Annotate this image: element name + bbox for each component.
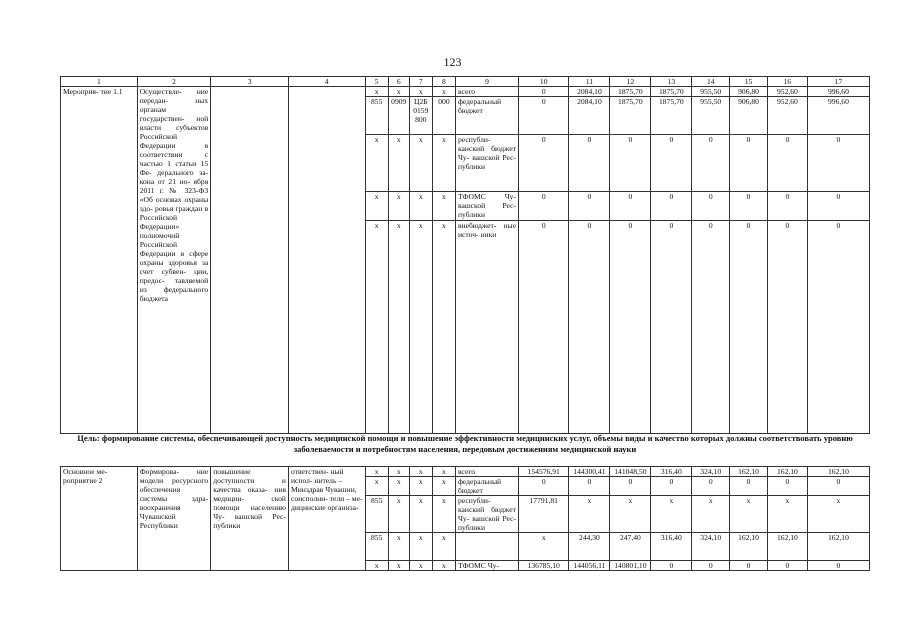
value-cell: 906,80 — [730, 97, 768, 135]
value-cell: 162,10 — [730, 533, 768, 561]
value-cell: 952,60 — [767, 97, 807, 135]
code-cell: x — [388, 477, 409, 496]
funding-source-cell: ТФОМС Чу- — [455, 561, 518, 571]
event-description-cell: Осуществле- ние передан- ных органам государствен- ной власти субъектов Российской Федерации в соответствии с частью 1 статьи 15 Фе- дерального за- кона от 21 но- ября 2011 г. № 323-ФЗ «Об основах охраны здо- ровья граждан в Российской Федерации» полномочий Российской Федерации в сфере охраны здоровья за счет субвен- ции, предос- тавляемой из федерального бюджета — [137, 87, 211, 434]
value-cell: 0 — [807, 220, 869, 433]
executor-cell — [288, 87, 365, 434]
value-cell: 0 — [519, 477, 569, 496]
funding-source-cell: республи- канский бюджет Чу- вашской Рес- публики — [455, 135, 518, 192]
funding-source-cell: всего — [455, 467, 518, 477]
code-cell: x — [365, 561, 388, 571]
code-cell: x — [432, 135, 455, 192]
code-cell: x — [409, 533, 432, 561]
column-header: 16 — [767, 77, 807, 87]
code-cell: x — [432, 220, 455, 433]
column-header: 14 — [692, 77, 730, 87]
code-cell: x — [365, 87, 388, 97]
value-cell: 244,30 — [569, 533, 610, 561]
value-cell: 0 — [730, 477, 768, 496]
column-header: 15 — [730, 77, 768, 87]
code-cell: x — [432, 87, 455, 97]
event-code-cell: Основное ме- роприятие 2 — [61, 467, 138, 571]
value-cell: 324,10 — [692, 533, 730, 561]
value-cell: 0 — [519, 87, 569, 97]
value-cell: x — [610, 496, 651, 533]
value-cell: 1875,70 — [651, 97, 692, 135]
column-header: 11 — [569, 77, 610, 87]
column-header: 2 — [137, 77, 211, 87]
value-cell: x — [519, 533, 569, 561]
value-cell: 162,10 — [767, 467, 807, 477]
code-cell: x — [365, 477, 388, 496]
code-cell: x — [409, 496, 432, 533]
code-cell: x — [432, 561, 455, 571]
value-cell: 0 — [730, 135, 768, 192]
value-cell: x — [730, 496, 768, 533]
code-cell: x — [388, 561, 409, 571]
column-header: 1 — [61, 77, 138, 87]
value-cell: 0 — [807, 477, 869, 496]
value-cell: 955,50 — [692, 87, 730, 97]
value-cell: 0 — [519, 220, 569, 433]
code-cell: 855 — [365, 533, 388, 561]
funding-source-cell — [455, 533, 518, 561]
code-cell: x — [388, 87, 409, 97]
funding-source-cell: внебюджет- ные источ- ники — [455, 220, 518, 433]
value-cell: 0 — [569, 477, 610, 496]
event-description-cell: Формирова- ние модели ресурсного обеспечения системы здра- воохранения Чувашской Республики — [137, 467, 211, 571]
value-cell: 0 — [692, 220, 730, 433]
value-cell: 0 — [569, 192, 610, 221]
value-cell: 0 — [610, 477, 651, 496]
column-header: 9 — [455, 77, 518, 87]
value-cell: 0 — [651, 561, 692, 571]
funding-source-cell: всего — [455, 87, 518, 97]
value-cell: 0 — [651, 135, 692, 192]
code-cell: x — [432, 467, 455, 477]
column-header: 5 — [365, 77, 388, 87]
value-cell: 140801,10 — [610, 561, 651, 571]
code-cell: x — [409, 467, 432, 477]
column-header: 12 — [610, 77, 651, 87]
code-cell: 855 — [365, 496, 388, 533]
value-cell: 0 — [651, 220, 692, 433]
code-cell: x — [432, 496, 455, 533]
page-number: 123 — [443, 55, 462, 69]
funding-source-cell: федеральный бюджет — [455, 477, 518, 496]
code-cell: x — [409, 561, 432, 571]
value-cell: 154576,91 — [519, 467, 569, 477]
value-cell: 952,60 — [767, 87, 807, 97]
code-cell: x — [388, 496, 409, 533]
value-cell: 0 — [651, 477, 692, 496]
value-cell: 162,10 — [767, 533, 807, 561]
code-cell: x — [432, 192, 455, 221]
value-cell: 0 — [610, 220, 651, 433]
value-cell: 0 — [767, 561, 807, 571]
budget-table-bottom — [60, 466, 870, 571]
value-cell: x — [692, 496, 730, 533]
column-header: 7 — [409, 77, 432, 87]
value-cell: 0 — [730, 220, 768, 433]
code-cell: x — [388, 533, 409, 561]
value-cell: 0 — [807, 192, 869, 221]
code-cell: x — [388, 192, 409, 221]
column-header: 8 — [432, 77, 455, 87]
value-cell: 0 — [730, 561, 768, 571]
budget-table-top — [60, 76, 870, 434]
value-cell: 141048,50 — [610, 467, 651, 477]
value-cell: 144056,11 — [569, 561, 610, 571]
code-cell: x — [388, 467, 409, 477]
code-cell: x — [432, 533, 455, 561]
goal-cell: повышение доступности и качества оказа- ния медицин- ской помощи населению Чу- вашской Рес- публики — [211, 467, 289, 571]
value-cell: 0 — [692, 561, 730, 571]
value-cell: 0 — [610, 192, 651, 221]
code-cell: x — [409, 87, 432, 97]
code-cell: 855 — [365, 97, 388, 135]
code-cell: x — [365, 467, 388, 477]
code-cell: Ц2Б 0159 800 — [409, 97, 432, 135]
code-cell: x — [388, 220, 409, 433]
value-cell: 0 — [610, 135, 651, 192]
value-cell: 0 — [519, 192, 569, 221]
code-cell: x — [409, 477, 432, 496]
column-header: 13 — [651, 77, 692, 87]
table-row — [61, 467, 870, 477]
value-cell: 162,10 — [807, 533, 869, 561]
value-cell: 2084,10 — [569, 87, 610, 97]
column-header: 3 — [211, 77, 289, 87]
value-cell: 0 — [767, 220, 807, 433]
value-cell: 17791,81 — [519, 496, 569, 533]
value-cell: 1875,70 — [651, 87, 692, 97]
value-cell: 0 — [519, 135, 569, 192]
value-cell: 0 — [569, 135, 610, 192]
value-cell: x — [569, 496, 610, 533]
value-cell: 2084,10 — [569, 97, 610, 135]
column-header: 4 — [288, 77, 365, 87]
value-cell: 1875,70 — [610, 97, 651, 135]
value-cell: x — [767, 496, 807, 533]
value-cell: 0 — [569, 220, 610, 433]
value-cell: 996,60 — [807, 97, 869, 135]
code-cell: 0909 — [388, 97, 409, 135]
column-header: 17 — [807, 77, 869, 87]
column-header: 6 — [388, 77, 409, 87]
value-cell: 0 — [692, 135, 730, 192]
value-cell: 136785,10 — [519, 561, 569, 571]
value-cell: x — [651, 496, 692, 533]
value-cell: 316,40 — [651, 467, 692, 477]
value-cell: 0 — [730, 192, 768, 221]
value-cell: 0 — [692, 192, 730, 221]
goal-heading: Цель: формирование системы, обеспечивающей доступность медицинской помощи и повышение эффективности медицинских услуг, объемы виды и качество которых должны соответствовать уровню заболеваемости и потребностям населения, передовым достижениям медицинской науки — [77, 433, 853, 454]
value-cell: 316,40 — [651, 533, 692, 561]
code-cell: x — [409, 220, 432, 433]
value-cell: 0 — [807, 135, 869, 192]
value-cell: 0 — [692, 477, 730, 496]
value-cell: 324,10 — [692, 467, 730, 477]
code-cell: x — [409, 192, 432, 221]
value-cell: 247,40 — [610, 533, 651, 561]
funding-source-cell: республи- канский бюджет Чу- вашской Рес- публики — [455, 496, 518, 533]
value-cell: 996,60 — [807, 87, 869, 97]
value-cell: 0 — [767, 135, 807, 192]
value-cell: 162,10 — [807, 467, 869, 477]
value-cell: 0 — [767, 477, 807, 496]
table-row — [61, 87, 870, 97]
value-cell: 162,10 — [730, 467, 768, 477]
column-header: 10 — [519, 77, 569, 87]
value-cell: 955,50 — [692, 97, 730, 135]
value-cell: x — [807, 496, 869, 533]
funding-source-cell: ТФОМС Чу- вашской Рес- публики — [455, 192, 518, 221]
value-cell: 906,80 — [730, 87, 768, 97]
value-cell: 144300,41 — [569, 467, 610, 477]
code-cell: x — [365, 192, 388, 221]
code-cell: x — [365, 220, 388, 433]
code-cell: x — [388, 135, 409, 192]
value-cell: 1875,70 — [610, 87, 651, 97]
value-cell: 0 — [519, 97, 569, 135]
goal-cell — [211, 87, 289, 434]
value-cell: 0 — [807, 561, 869, 571]
executor-cell: ответствен- ный испол- нитель – Минздрав Чувашии, соисполни- тели – ме- дицинские организа- — [288, 467, 365, 571]
event-code-cell: Мероприя- тие 1.1 — [61, 87, 138, 434]
code-cell: x — [432, 477, 455, 496]
value-cell: 0 — [651, 192, 692, 221]
code-cell: x — [409, 135, 432, 192]
funding-source-cell: федеральный бюджет — [455, 97, 518, 135]
code-cell: 000 — [432, 97, 455, 135]
code-cell: x — [365, 135, 388, 192]
header-row — [61, 77, 870, 87]
value-cell: 0 — [767, 192, 807, 221]
